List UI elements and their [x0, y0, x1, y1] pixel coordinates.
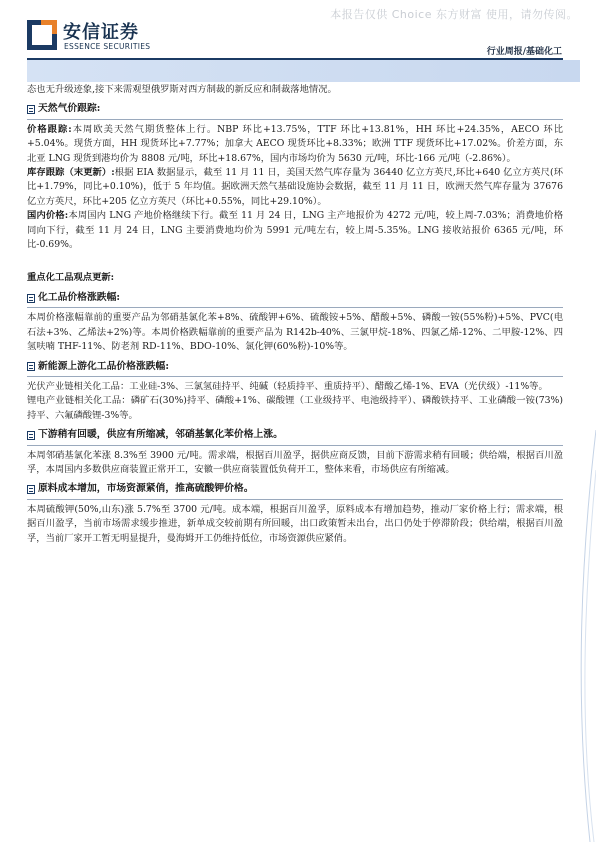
decorative-lines — [568, 430, 596, 842]
section-bullet-icon — [27, 485, 35, 494]
watermark: 本报告仅供 Choice 东方财富 使用，请勿传阅。 — [330, 8, 578, 21]
gas-price-text: 本周欧美天然气期货整体上行。NBP 环比+13.75%，TTF 环比+13.81%，HH 环比+24.35%，AECO 环比+5.04%。现货方面，HH 现货环比+7.77%；加拿大 AECO 现货环比+8.33%；欧洲 TTF 现货环比+17.02%。价差方面，东北亚 LNG 现货到港均价为 8808 元/吨，环比+18.67%，国内市场均价为 5630 元/吨，环比-166 元/吨（-2.86%）。 — [27, 123, 563, 164]
section-divider — [27, 445, 563, 446]
potash-section-heading: 原料成本增加，市场资源紧俏，推高硫酸钾价格。 — [27, 482, 563, 496]
section-bullet-icon — [27, 294, 35, 303]
chem-price-paragraph: 本周价格涨幅靠前的重要产品为邻硝基氯化苯+8%、硫酸钾+6%、硫酸铵+5%、醋酸+5%、磷酸一铵(55%粉)+5%、PVC(电石法+3%、乙烯法+2%)等。本周价格跌幅靠前的重要产品为 R142b-40%、三氯甲烷-18%、四氯乙烯-12%、二甲胺-12%、四氢呋喃 THF-11%、防老剂 RD-11%、BDO-10%、氯化钾(60%粉)-10%等。 — [27, 312, 563, 353]
chem-section-heading: 化工品价格涨跌幅: — [27, 291, 563, 305]
gas-inventory-label: 库存跟踪（末更新）: — [27, 167, 115, 179]
report-body — [27, 83, 563, 546]
section-divider — [27, 376, 563, 377]
lithium-chain-paragraph: 锂电产业链相关化工品：磷矿石(30%)持平、磷酸+1%、碳酸锂（工业级持平、电池级持平）、磷酸铁持平、工业磷酸一铵(73%)持平、六氟磷酸锂-3%等。 — [27, 395, 563, 421]
logo-mark-icon — [27, 20, 57, 50]
section-bullet-icon — [27, 431, 35, 440]
gas-price-paragraph — [27, 123, 563, 166]
gas-price-label: 价格跟踪: — [27, 123, 72, 135]
pv-chain-paragraph: 光伏产业链相关化工品：工业硅-3%、三氯氢硅持平、纯碱（轻质持平、重质持平）、醋酸乙烯-1%、EVA（光伏级）-11%等。 — [27, 380, 548, 392]
gas-inventory-text: 根据 EIA 数据显示，截至 11 月 11 日，美国天然气库存量为 36440 亿立方英尺,环比+640 亿立方英尺(环比+1.79%，同比+0.10%)，低于 5 年均值。据欧洲天然气基础设施协会数据，截至 11 月 11 日，欧洲天然气库存量为 37676 亿立方英尺，环比+205 亿立方英尺（环比+0.55%，同比+29.10%）。 — [27, 167, 563, 207]
new-energy-section-heading: 新能源上游化工品价格涨跌幅: — [27, 360, 563, 374]
section-divider — [27, 499, 563, 500]
nitro-section-heading: 下游稍有回暖，供应有所缩减，邻硝基氯化苯价格上涨。 — [27, 428, 563, 442]
potash-paragraph: 本周硫酸钾(50%,山东)涨 5.7%至 3700 元/吨。成本端，根据百川盈孚，原料成本有增加趋势，推动厂家价格上行；需求端，根据百川盈孚，当前市场需求缓步推进，新单成交较前期有所回暖，出口政策暂未出台，出口仍处于停滞阶段；供给端，根据百川盈孚，当前厂家开工暂无明显提升，曼海姆开工仍维持低位，市场资源供应紧俏。 — [27, 503, 563, 544]
key-updates-title: 重点化工品观点更新: — [27, 272, 115, 284]
intro-paragraph: 态也无升级迹象,接下来需观望俄罗斯对西方制裁的新反应和制裁落地情况。 — [27, 84, 337, 95]
report-category: 行业周报/基础化工 — [486, 47, 562, 57]
gas-domestic-text: 本周国内 LNG 产地价格继续下行。截至 11 月 24 日，LNG 主产地报价为 4272 元/吨，较上周-7.03%；消费地价格同向下行，截至 11 月 24 日，LNG 主要消费地均价为 5991 元/吨左右，较上周-5.35%。LNG 接收站报价 6365 元/吨，环比-0.69%。 — [27, 210, 563, 251]
gas-domestic-paragraph — [27, 209, 563, 252]
section-bullet-icon — [27, 362, 35, 371]
logo-english-name: ESSENCE SECURITIES — [64, 42, 151, 51]
section-bullet-icon — [27, 105, 35, 114]
company-logo — [27, 18, 157, 58]
section-divider — [27, 307, 563, 308]
logo-chinese-name: 安信证券 — [63, 22, 139, 43]
nitro-paragraph: 本周邻硝基氯化苯涨 8.3%至 3900 元/吨。需求端，根据百川盈孚，据供应商反馈，目前下游需求稍有回暖；供给端，根据百川盈孚，本周国内多数供应商装置正常开工，安徽一供应商装置低负荷开工，整体来看，市场供应有所缩减。 — [27, 449, 563, 475]
section-divider — [27, 119, 563, 120]
gas-domestic-label: 国内价格: — [27, 210, 69, 222]
header-band — [27, 60, 580, 82]
gas-inventory-paragraph — [27, 166, 563, 209]
gas-section-heading: 天然气价跟踪: — [27, 102, 563, 116]
